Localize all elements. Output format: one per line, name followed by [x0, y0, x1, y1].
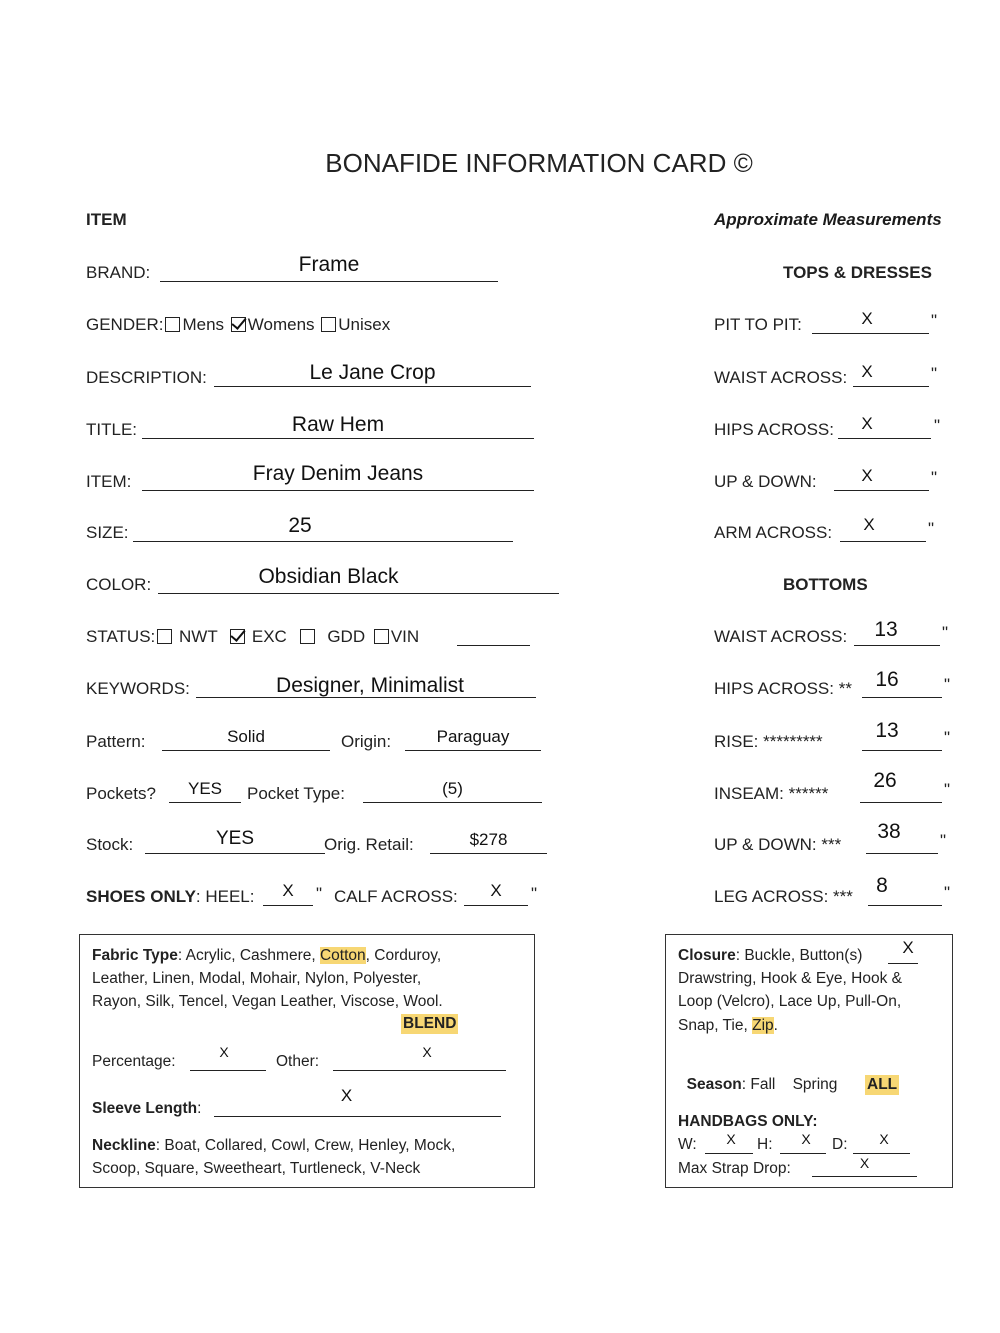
- percentage-value[interactable]: X: [219, 1044, 229, 1060]
- strap-drop-value[interactable]: X: [859, 1155, 870, 1171]
- gender-label: GENDER:: [86, 315, 164, 334]
- bottoms-title: BOTTOMS: [783, 575, 868, 594]
- tops-updown-line: [834, 490, 929, 491]
- pocket-type-label: Pocket Type:: [247, 784, 345, 803]
- status-vin-label: VIN: [390, 627, 420, 646]
- tops-pit-value[interactable]: X: [861, 309, 873, 328]
- handbag-d-line: [853, 1153, 910, 1154]
- stock-label: Stock:: [86, 835, 134, 854]
- fabric-cotton-highlight[interactable]: Cotton: [319, 947, 366, 964]
- tops-hips-value[interactable]: X: [861, 414, 873, 433]
- heel-label: : HEEL:: [195, 887, 255, 906]
- calf-label: CALF ACROSS:: [334, 887, 458, 906]
- size-label: SIZE:: [86, 523, 129, 542]
- bottoms-hips-line: [862, 697, 942, 698]
- handbag-h-label: H:: [757, 1136, 773, 1153]
- brand-label: BRAND:: [86, 263, 151, 282]
- closure-label: Closure: [678, 947, 736, 964]
- status-exc-label: EXC: [251, 627, 287, 646]
- tops-updown-inch: ": [931, 468, 938, 487]
- bottoms-inseam-line: [860, 802, 942, 803]
- bottoms-waist-label: WAIST ACROSS:: [714, 627, 848, 646]
- measurements-title: Approximate Measurements: [714, 210, 942, 229]
- neckline-options-1: : Boat, Collared, Cowl, Crew, Henley, Mock,: [155, 1137, 456, 1154]
- handbags-title: HANDBAGS ONLY:: [678, 1113, 818, 1130]
- closure-line-1: [678, 944, 862, 967]
- tops-waist-inch: ": [931, 364, 938, 383]
- fabric-blend-highlight[interactable]: BLEND: [403, 1015, 457, 1032]
- color-value[interactable]: Obsidian Black: [258, 565, 399, 588]
- fabric-options-1b: , Corduroy,: [365, 947, 442, 964]
- closure-zip-highlight[interactable]: Zip: [752, 1017, 774, 1034]
- neckline-line-2: Scoop, Square, Sweetheart, Turtleneck, V-Neck: [92, 1160, 421, 1177]
- orig-retail-label: Orig. Retail:: [324, 835, 414, 854]
- tops-hips-inch: ": [934, 416, 941, 435]
- tops-updown-label: UP & DOWN:: [714, 472, 817, 491]
- percentage-line: [190, 1070, 266, 1071]
- bottoms-hips-value[interactable]: 16: [875, 668, 899, 691]
- gender-unisex-checkbox[interactable]: [321, 317, 336, 332]
- bottoms-waist-line: [854, 645, 940, 646]
- closure-line: [888, 963, 918, 964]
- fabric-options-1: : Acrylic, Cashmere,: [177, 947, 320, 964]
- shoes-row: [86, 887, 255, 907]
- bottoms-updown-value[interactable]: 38: [877, 820, 901, 843]
- fabric-type-label: Fabric Type: [92, 947, 178, 964]
- description-line: [214, 386, 531, 387]
- shoes-only-label: SHOES ONLY: [86, 887, 196, 906]
- other-value[interactable]: X: [422, 1044, 432, 1060]
- other-label: Other:: [276, 1053, 320, 1070]
- calf-value[interactable]: X: [490, 881, 502, 900]
- sleeve-length-text: Sleeve Length: [92, 1100, 198, 1117]
- status-nwt-checkbox[interactable]: [157, 629, 172, 644]
- keywords-value[interactable]: Designer, Minimalist: [276, 674, 464, 697]
- gender-womens-checkbox[interactable]: [231, 317, 246, 332]
- description-value[interactable]: Le Jane Crop: [309, 361, 436, 384]
- color-line: [158, 593, 559, 594]
- status-exc-checkbox[interactable]: [230, 629, 245, 644]
- size-line: [133, 541, 513, 542]
- other-line: [333, 1070, 506, 1071]
- calf-line: [464, 905, 528, 906]
- pocket-type-value[interactable]: (5): [442, 779, 463, 798]
- status-vin-checkbox[interactable]: [374, 629, 389, 644]
- handbag-d-value[interactable]: X: [879, 1131, 889, 1147]
- status-line: [457, 645, 530, 646]
- keywords-label: KEYWORDS:: [86, 679, 190, 698]
- pattern-value[interactable]: Solid: [227, 727, 265, 746]
- pattern-line: [162, 750, 330, 751]
- tops-arm-line: [840, 541, 926, 542]
- handbag-w-value[interactable]: X: [726, 1131, 736, 1147]
- origin-line: [405, 750, 541, 751]
- origin-value[interactable]: Paraguay: [436, 727, 510, 746]
- orig-retail-line: [430, 853, 547, 854]
- bottoms-leg-inch: ": [944, 883, 951, 902]
- closure-options-4: Snap, Tie,: [678, 1017, 753, 1034]
- bottoms-rise-inch: ": [944, 728, 951, 747]
- tops-updown-value[interactable]: X: [861, 466, 873, 485]
- bottoms-updown-label: UP & DOWN: ***: [714, 835, 842, 854]
- handbag-w-label: W:: [678, 1136, 697, 1153]
- fabric-line-2: Leather, Linen, Modal, Mohair, Nylon, Polyester,: [92, 970, 422, 987]
- bottoms-hips-inch: ": [944, 675, 951, 694]
- season-options: : Fall Spring: [741, 1076, 838, 1093]
- pockets-value[interactable]: YES: [187, 779, 223, 798]
- bottoms-updown-line: [866, 853, 938, 854]
- gender-unisex-label: Unisex: [338, 315, 391, 334]
- bottoms-waist-value[interactable]: 13: [874, 618, 898, 641]
- color-label: COLOR:: [86, 575, 152, 594]
- closure-line-4: [678, 1014, 778, 1037]
- bottoms-rise-value[interactable]: 13: [875, 719, 899, 742]
- bottoms-leg-line: [868, 905, 942, 906]
- tops-title: TOPS & DRESSES: [783, 263, 932, 282]
- item-line: [142, 490, 534, 491]
- bottoms-inseam-label: INSEAM: ******: [714, 784, 829, 803]
- tops-hips-label: HIPS ACROSS:: [714, 420, 834, 439]
- pockets-line: [169, 802, 241, 803]
- heel-value[interactable]: X: [282, 881, 294, 900]
- tops-waist-label: WAIST ACROSS:: [714, 368, 848, 387]
- neckline-line-1: [92, 1134, 455, 1157]
- brand-value[interactable]: Frame: [298, 253, 360, 276]
- origin-label: Origin:: [341, 732, 392, 751]
- tops-pit-line: [812, 333, 929, 334]
- status-gdd-label: GDD: [327, 627, 366, 646]
- item-label: ITEM:: [86, 472, 132, 491]
- bottoms-leg-value[interactable]: 8: [876, 874, 888, 897]
- gender-row: [86, 315, 390, 335]
- bottoms-leg-label: LEG ACROSS: ***: [714, 887, 853, 906]
- closure-line-3: Loop (Velcro), Lace Up, Pull-On,: [678, 993, 902, 1010]
- status-nwt-label: NWT: [179, 627, 218, 646]
- status-gdd-checkbox[interactable]: [300, 629, 315, 644]
- item-section-title: ITEM: [86, 210, 127, 229]
- stock-value[interactable]: YES: [215, 828, 255, 849]
- percentage-label: Percentage:: [92, 1053, 176, 1070]
- heel-line: [263, 905, 313, 906]
- fabric-line-3: Rayon, Silk, Tencel, Vegan Leather, Viscose, Wool.: [92, 993, 443, 1010]
- sleeve-length-label: Sleeve Length:: [92, 1100, 202, 1117]
- tops-arm-inch: ": [928, 519, 935, 538]
- sleeve-value[interactable]: X: [340, 1086, 353, 1105]
- tops-pit-label: PIT TO PIT:: [714, 315, 802, 334]
- title-label: TITLE:: [86, 420, 138, 439]
- item-value[interactable]: Fray Denim Jeans: [252, 462, 424, 485]
- bottoms-inseam-inch: ": [944, 780, 951, 799]
- strap-drop-label: Max Strap Drop:: [678, 1160, 791, 1177]
- pattern-label: Pattern:: [86, 732, 146, 751]
- stock-line: [145, 853, 325, 854]
- title-value[interactable]: Raw Hem: [291, 413, 385, 436]
- brand-line: [160, 281, 498, 282]
- status-row: [86, 627, 419, 647]
- gender-mens-checkbox[interactable]: [165, 317, 180, 332]
- card-title: BONAFIDE INFORMATION CARD ©: [325, 148, 753, 178]
- tops-waist-line: [853, 386, 929, 387]
- season-label: Season: [686, 1076, 742, 1093]
- gender-mens-label: Mens: [182, 315, 225, 334]
- closure-options-1: : Buckle, Button(s): [735, 947, 863, 964]
- closure-value[interactable]: X: [902, 938, 914, 957]
- gender-womens-label: Womens: [247, 315, 315, 334]
- tops-arm-label: ARM ACROSS:: [714, 523, 833, 542]
- bottoms-rise-line: [862, 750, 942, 751]
- bottoms-waist-inch: ": [942, 623, 949, 642]
- strap-drop-line: [812, 1176, 917, 1177]
- calf-inch-mark: ": [531, 884, 538, 903]
- bottoms-inseam-value[interactable]: 26: [873, 769, 897, 792]
- season-all-highlight[interactable]: ALL: [867, 1076, 898, 1093]
- bottoms-hips-label: HIPS ACROSS: **: [714, 679, 852, 698]
- tops-pit-inch: ": [931, 311, 938, 330]
- neckline-label: Neckline: [92, 1137, 156, 1154]
- tops-arm-value[interactable]: X: [863, 515, 875, 534]
- tops-waist-value[interactable]: X: [861, 362, 873, 381]
- handbag-h-value[interactable]: X: [801, 1131, 811, 1147]
- closure-line-2: Drawstring, Hook & Eye, Hook &: [678, 970, 902, 987]
- handbag-w-line: [705, 1153, 753, 1154]
- tops-hips-line: [838, 438, 931, 439]
- status-label: STATUS:: [86, 627, 156, 646]
- orig-retail-value[interactable]: $278: [469, 830, 508, 849]
- fabric-line-1: [92, 944, 441, 967]
- heel-inch-mark: ": [316, 884, 323, 903]
- pockets-label: Pockets?: [86, 784, 156, 803]
- bottoms-rise-label: RISE: *********: [714, 732, 823, 751]
- description-label: DESCRIPTION:: [86, 368, 207, 387]
- closure-options-4b: .: [773, 1017, 778, 1034]
- pocket-type-line: [363, 802, 542, 803]
- sleeve-line: [214, 1116, 501, 1117]
- title-line: [142, 438, 534, 439]
- handbag-d-label: D:: [832, 1136, 848, 1153]
- season-line: [678, 1050, 837, 1096]
- handbag-h-line: [780, 1153, 826, 1154]
- size-value[interactable]: 25: [288, 514, 312, 537]
- bottoms-updown-inch: ": [940, 831, 947, 850]
